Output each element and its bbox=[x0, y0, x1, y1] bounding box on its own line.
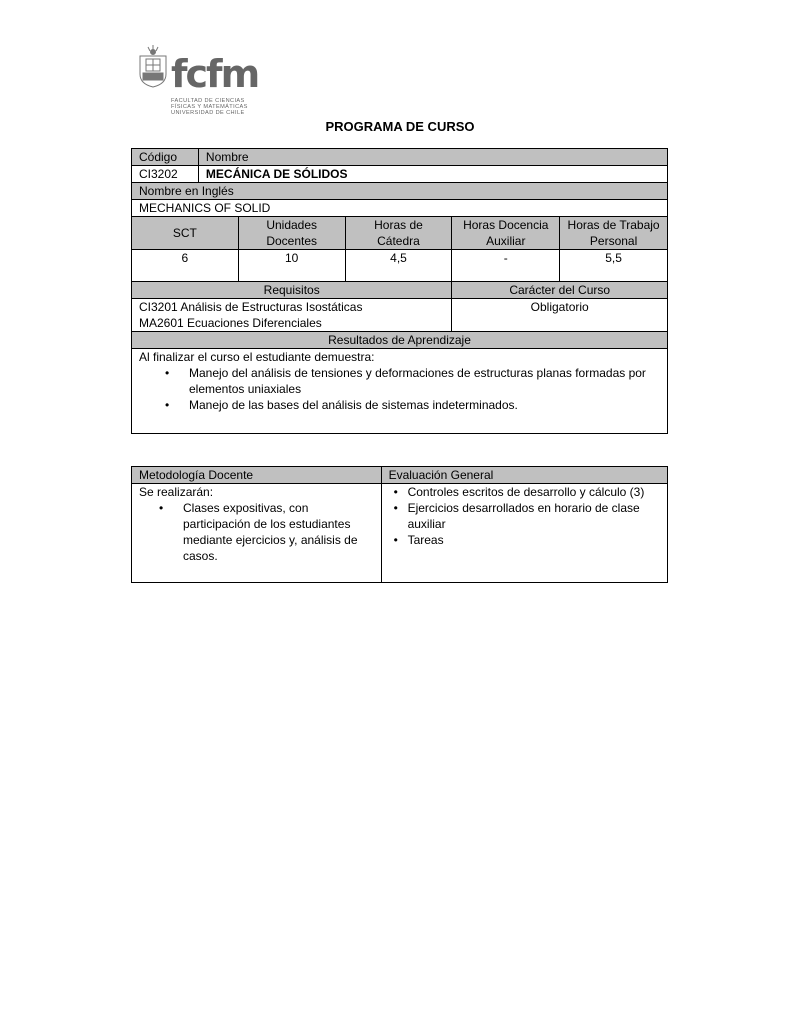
horas-catedra-header: Horas de Cátedra bbox=[345, 217, 452, 250]
sct-value: 6 bbox=[132, 250, 239, 282]
table-row bbox=[132, 200, 668, 217]
caracter-value: Obligatorio bbox=[452, 299, 668, 332]
sct-header: SCT bbox=[132, 217, 239, 250]
list-item: • Tareas bbox=[393, 533, 444, 547]
resultados-intro: Al finalizar el curso el estudiante demuestra: bbox=[139, 350, 375, 364]
logo-wordmark: fcfm bbox=[171, 52, 259, 96]
horas-trabajo-header: Horas de Trabajo Personal bbox=[560, 217, 668, 250]
table-row bbox=[132, 250, 668, 282]
table-row bbox=[132, 484, 668, 583]
metodologia-content bbox=[132, 484, 382, 583]
name-label: Nombre bbox=[198, 149, 667, 166]
unidades-docentes-value: 10 bbox=[238, 250, 345, 282]
course-name: MECÁNICA DE SÓLIDOS bbox=[198, 166, 667, 183]
table-row bbox=[132, 282, 668, 299]
course-table bbox=[131, 148, 668, 434]
table-row bbox=[132, 183, 668, 200]
english-name-label: Nombre en Inglés bbox=[132, 183, 668, 200]
horas-trabajo-value: 5,5 bbox=[560, 250, 668, 282]
metodologia-label: Metodología Docente bbox=[132, 467, 382, 484]
unidades-docentes-header: Unidades Docentes bbox=[238, 217, 345, 250]
resultados-content bbox=[132, 349, 668, 434]
evaluacion-content bbox=[381, 484, 667, 583]
table-row bbox=[132, 299, 668, 332]
horas-auxiliar-header: Horas Docencia Auxiliar bbox=[452, 217, 560, 250]
list-item: CI3201 Análisis de Estructuras Isostáticas bbox=[139, 300, 363, 314]
caracter-label: Carácter del Curso bbox=[452, 282, 668, 299]
page-title: PROGRAMA DE CURSO bbox=[325, 119, 475, 134]
table-row bbox=[132, 349, 668, 434]
list-item: • Clases expositivas, con participación de los estudiantes mediante ejercicios y, análisis de casos. bbox=[159, 501, 358, 563]
evaluacion-label: Evaluación General bbox=[381, 467, 667, 484]
list-item: MA2601 Ecuaciones Diferenciales bbox=[139, 316, 322, 330]
list-item: • Manejo del análisis de tensiones y deformaciones de estructuras planas formadas por elementos uniaxiales bbox=[165, 366, 646, 396]
methodology-table bbox=[131, 466, 668, 583]
code-label: Código bbox=[132, 149, 199, 166]
table-row bbox=[132, 166, 668, 183]
english-name: MECHANICS OF SOLID bbox=[132, 200, 668, 217]
university-seal-icon bbox=[137, 44, 169, 88]
table-row bbox=[132, 149, 668, 166]
list-item: • Manejo de las bases del análisis de sistemas indeterminados. bbox=[165, 398, 518, 412]
list-item: • Controles escritos de desarrollo y cálculo (3) bbox=[393, 485, 645, 499]
table-row bbox=[132, 467, 668, 484]
table-row bbox=[132, 332, 668, 349]
fcfm-logo bbox=[137, 44, 257, 118]
list-item: • Ejercicios desarrollados en horario de clase auxiliar bbox=[393, 501, 640, 531]
requisitos-list bbox=[132, 299, 452, 332]
logo-subtitle: FACULTAD DE CIENCIAS FÍSICAS Y MATEMÁTICAS UNIVERSIDAD DE CHILE bbox=[171, 98, 248, 116]
horas-catedra-value: 4,5 bbox=[345, 250, 452, 282]
table-row bbox=[132, 217, 668, 250]
resultados-label: Resultados de Aprendizaje bbox=[132, 332, 668, 349]
course-code: CI3202 bbox=[132, 166, 199, 183]
horas-auxiliar-value: - bbox=[452, 250, 560, 282]
requisitos-label: Requisitos bbox=[132, 282, 452, 299]
metodologia-intro: Se realizarán: bbox=[139, 485, 214, 499]
